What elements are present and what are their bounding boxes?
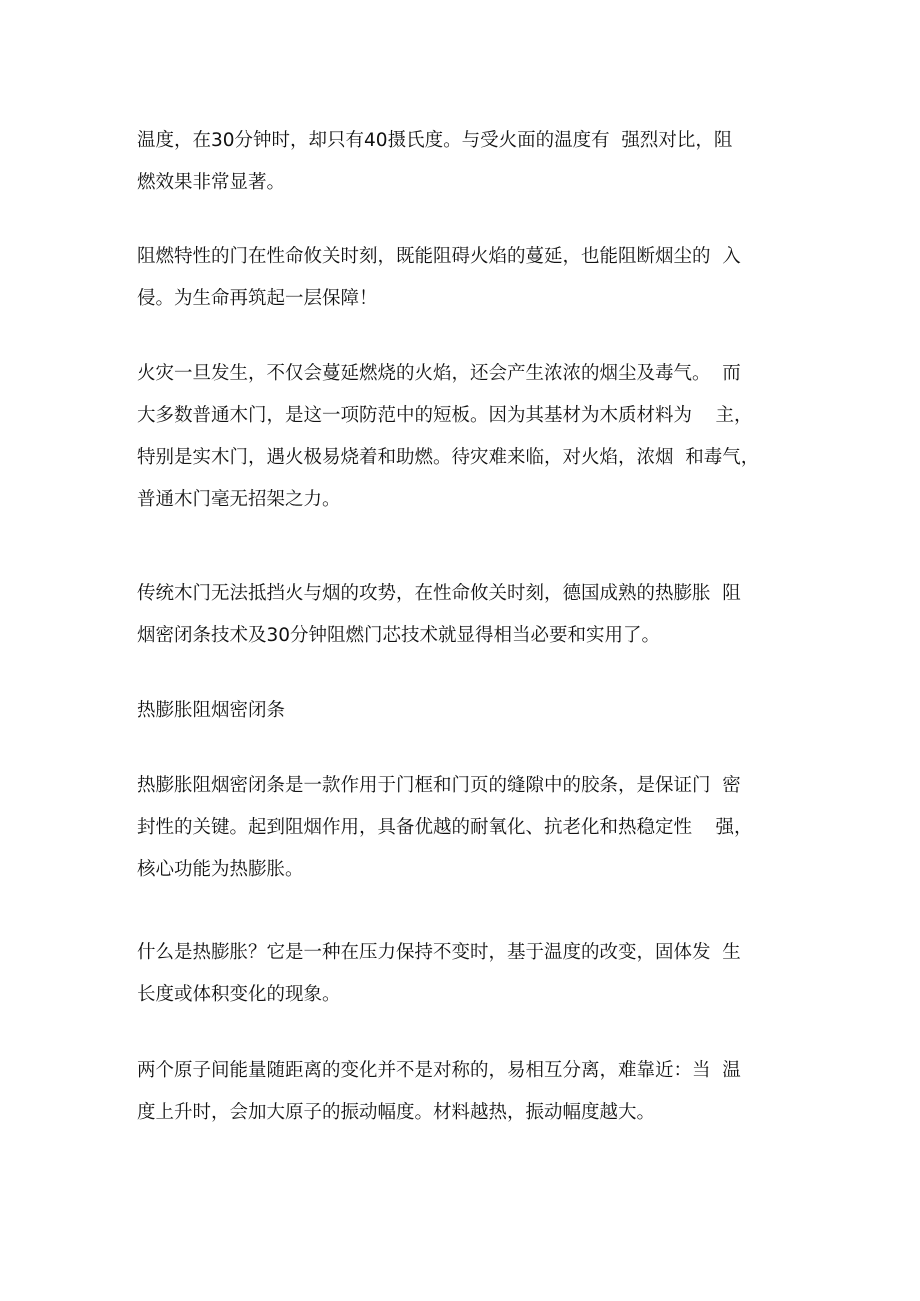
text-line: 长度或体积变化的现象。 bbox=[137, 984, 341, 1005]
paragraph-wood-door-weakness bbox=[137, 353, 797, 521]
paragraph-atomic-vibration bbox=[137, 1050, 797, 1134]
text-line: 阻燃特性的门在性命攸关时刻，既能阻碍火焰的蔓延，也能阻断烟尘的 入 bbox=[137, 246, 741, 267]
paragraph-fire-door-protection bbox=[137, 236, 797, 320]
text-line: 火灾一旦发生，不仅会蔓延燃烧的火焰，还会产生浓浓的烟尘及毒气。 而 bbox=[137, 363, 741, 384]
text-line: 侵。为生命再筑起一层保障！ bbox=[137, 288, 378, 309]
paragraph-thermal-expansion-definition bbox=[137, 932, 797, 1016]
section-heading: 热膨胀阻烟密闭条 bbox=[137, 700, 286, 721]
paragraph-seal-strip-description bbox=[137, 765, 797, 891]
text-line: 温度，在30分钟时，却只有40摄氏度。与受火面的温度有 强烈对比，阻 bbox=[137, 130, 733, 151]
text-line: 大多数普通木门，是这一项防范中的短板。因为其基材为木质材料为 主， bbox=[137, 405, 753, 426]
text-line: 燃效果非常显著。 bbox=[137, 172, 286, 193]
text-line: 普通木门毫无招架之力。 bbox=[137, 489, 341, 510]
text-line: 两个原子间能量随距离的变化并不是对称的，易相互分离，难靠近：当 温 bbox=[137, 1060, 741, 1081]
section-heading-seal-strip bbox=[137, 690, 797, 732]
paragraph-fire-resistance-temperature bbox=[137, 120, 797, 204]
text-line: 核心功能为热膨胀。 bbox=[137, 859, 304, 880]
text-line: 烟密闭条技术及30分钟阻燃门芯技术就显得相当必要和实用了。 bbox=[137, 625, 661, 646]
text-line: 热膨胀阻烟密闭条是一款作用于门框和门页的缝隙中的胶条，是保证门 密 bbox=[137, 775, 741, 796]
text-line: 特别是实木门，遇火极易烧着和助燃。待灾难来临，对火焰，浓烟 和毒气， bbox=[137, 447, 760, 468]
text-line: 度上升时，会加大原子的振动幅度。材料越热，振动幅度越大。 bbox=[137, 1102, 656, 1123]
text-line: 封性的关键。起到阻烟作用，具备优越的耐氧化、抗老化和热稳定性 强， bbox=[137, 817, 753, 838]
text-line: 什么是热膨胀？它是一种在压力保持不变时，基于温度的改变，固体发 生 bbox=[137, 942, 741, 963]
paragraph-german-technology bbox=[137, 573, 797, 657]
text-line: 传统木门无法抵挡火与烟的攻势，在性命攸关时刻，德国成熟的热膨胀 阻 bbox=[137, 583, 741, 604]
